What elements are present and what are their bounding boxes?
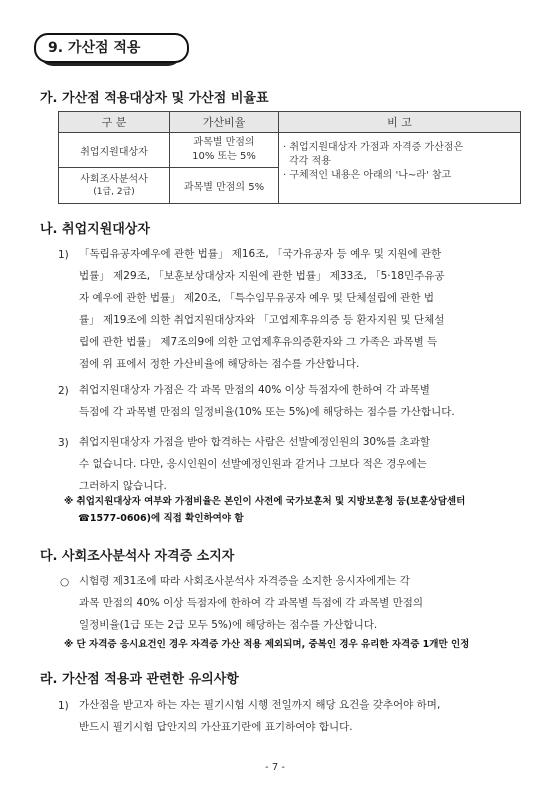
header-note: 비 고 [279, 112, 521, 133]
text-line: 과목 만점의 40% 이상 득점자에 한하여 각 과목별 득점에 각 과목별 만점의 [79, 597, 424, 609]
row1-rate [170, 133, 279, 168]
sub-a-heading: 가. 가산점 적용대상자 및 가산점 비율표 [40, 91, 269, 106]
item-number: 1) [58, 700, 69, 712]
text-line: 점에 위 표에서 정한 가산비율에 해당하는 점수를 가산합니다. [79, 358, 360, 370]
text-line: 수 없습니다. 다만, 응시인원이 선발예정인원과 같거나 그보다 적은 경우에는 [79, 458, 427, 470]
table-header-row [59, 112, 521, 133]
sub-b-notice [64, 493, 534, 527]
text-line: 립에 관한 법률」 제7조의9에 의한 고엽제후유의증환자와 그 가족은 과목별 득 [79, 336, 438, 348]
text-line: 시험령 제31조에 따라 사회조사분석사 자격증을 소지한 응시자에게는 각 [79, 575, 410, 587]
row2-category-line1: 사회조사분석사 [80, 173, 148, 185]
text-line: 취업지원대상자 가점은 각 과목 만점의 40% 이상 득점자에 한하여 각 과목별 [79, 384, 430, 396]
row1-rate-line2: 10% 또는 5% [192, 151, 256, 162]
table-note-cell [279, 133, 521, 204]
text-line: 반드시 필기시험 답안지의 가산표기란에 표기하여야 합니다. [79, 721, 353, 733]
sub-c-notice: ※ 단 자격증 응시요건인 경우 자격증 가산 적용 제외되며, 중복인 경우 유리한 자격증 1개만 인정 [64, 639, 470, 650]
note-line3: · 구체적인 내용은 아래의 '나~라' 참고 [283, 170, 452, 181]
text-line: 자 예우에 관한 법률」 제20조, 「특수임무유공자 예우 및 단체설립에 관한 법 [79, 292, 435, 304]
bonus-rate-table [58, 111, 521, 204]
section-title: 9. 가산점 적용 [34, 33, 189, 63]
text-line: 득점에 각 과목별 만점의 일정비율(10% 또는 5%)에 해당하는 점수를 가산합니다. [79, 406, 455, 418]
text-line: 취업지원대상자 가점을 받아 합격하는 사람은 선발예정인원의 30%를 초과할 [79, 436, 430, 448]
note-line1: · 취업지원대상자 가점과 자격증 가산점은 [283, 142, 464, 153]
text-line: 가산점을 받고자 하는 자는 필기시험 시행 전일까지 해당 요건을 갖추어야 하며, [79, 699, 441, 711]
row2-category [59, 168, 170, 204]
row1-rate-line1: 과목별 만점의 [193, 137, 255, 148]
section-badge [34, 33, 189, 63]
text-line: 그러하지 않습니다. [79, 480, 167, 492]
sub-b-item2 [79, 379, 527, 423]
sub-b-item1 [79, 243, 527, 375]
sub-b-item3 [79, 431, 527, 497]
notice-line: ☎1577-0606)에 직접 확인하여야 함 [78, 513, 244, 524]
item-bullet: ○ [60, 576, 70, 588]
note-line2: 각각 적용 [289, 156, 331, 167]
text-line: 일정비율(1급 또는 2급 모두 5%)에 해당하는 점수를 가산합니다. [79, 619, 378, 631]
row1-category: 취업지원대상자 [59, 133, 170, 168]
page-number: - 7 - [265, 762, 285, 773]
text-line: 법률」 제29조, 「보훈보상대상자 지원에 관한 법률」 제33조, 「5·18민주유공 [79, 270, 445, 282]
header-rate: 가산비율 [170, 112, 279, 133]
notice-line: ※ 취업지원대상자 여부와 가점비율은 본인이 사전에 국가보훈처 및 지방보훈청 등(보훈상담센터 [64, 496, 466, 507]
text-line: 「독립유공자예우에 관한 법률」 제16조, 「국가유공자 등 예우 및 지원에 관한 [79, 248, 442, 260]
sub-b-heading: 나. 취업지원대상자 [40, 222, 150, 237]
sub-d-item1 [79, 694, 529, 738]
row2-category-line2: (1급, 2급) [93, 186, 135, 197]
item-number: 3) [58, 437, 69, 449]
header-category: 구 분 [59, 112, 170, 133]
item-number: 1) [58, 249, 69, 261]
sub-c-heading: 다. 사회조사분석사 자격증 소지자 [40, 549, 235, 564]
sub-c-item [79, 570, 527, 636]
item-number: 2) [58, 385, 69, 397]
text-line: 률」 제19조에 의한 취업지원대상자와 「고엽제후유의증 등 환자지원 및 단체설 [79, 314, 445, 326]
table-row [59, 133, 521, 168]
row2-rate: 과목별 만점의 5% [170, 168, 279, 204]
sub-d-heading: 라. 가산점 적용과 관련한 유의사항 [40, 672, 239, 687]
